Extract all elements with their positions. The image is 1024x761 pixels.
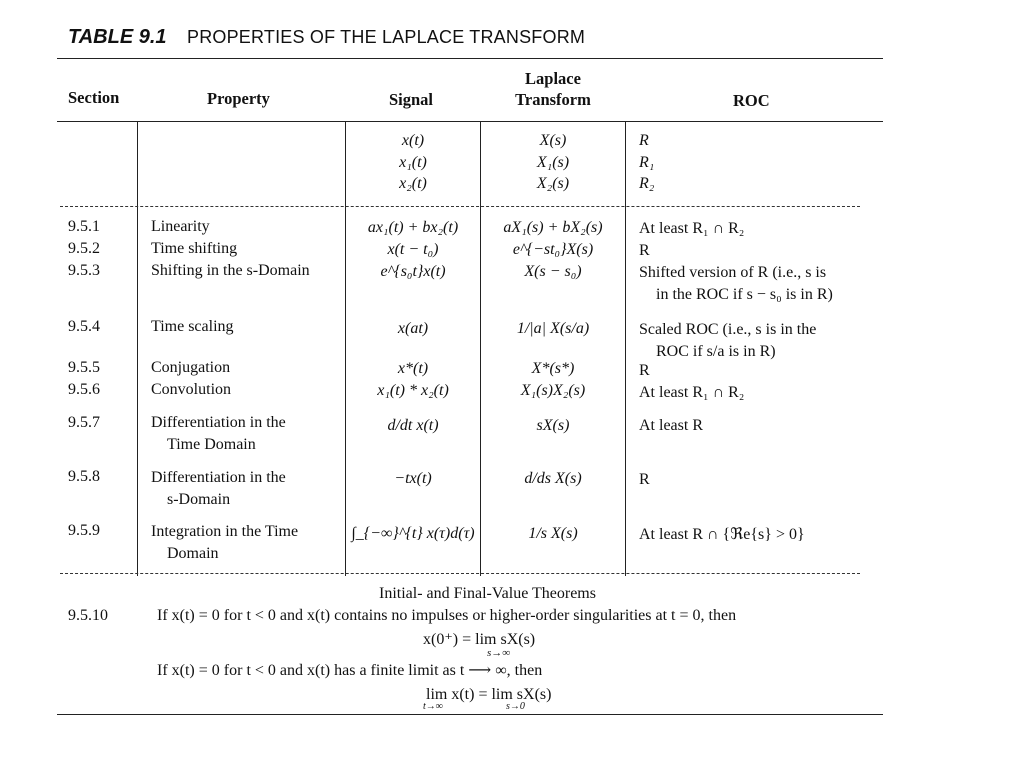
top-rule [57,58,883,59]
roc-text: ROC if s/a is in R) [656,343,776,360]
section-number: 9.5.4 [68,318,100,335]
base-signals [346,130,480,195]
base-transforms [481,130,625,195]
base-roc: R₁ [639,153,655,171]
section-number: 9.5.3 [68,262,100,279]
dashed-separator-bottom [60,573,860,574]
theorem-line: If x(t) = 0 for t < 0 and x(t) has a finite limit as t ⟶ ∞, then [157,662,543,679]
dashed-separator-top [60,206,860,207]
base-transform: X₂(s) [536,175,570,192]
base-signal: x(t) [401,132,425,149]
section-number: 9.5.6 [68,381,100,398]
section-number: 9.5.8 [68,468,100,485]
transform-expr: d/ds X(s) [524,470,582,487]
section-number: 9.5.2 [68,240,100,257]
table-title: PROPERTIES OF THE LAPLACE TRANSFORM [187,27,586,47]
header-roc: ROC [733,91,770,110]
theorem-line: If x(t) = 0 for t < 0 and x(t) contains no impulses or higher-order singularities at t = 0, then [157,607,737,624]
transform-expr: 1/s X(s) [528,525,578,542]
property-name: Convolution [151,381,232,398]
property-name: Differentiation in the [151,414,286,431]
header-section: Section [68,88,120,107]
property-name: s-Domain [167,491,231,508]
theorem-limit: s→∞ [487,647,511,659]
section-number: 9.5.5 [68,359,100,376]
roc-text: At least R₁ ∩ R₂ [639,220,745,237]
col-divider-4 [625,121,626,576]
theorems-heading: Initial- and Final-Value Theorems [379,585,596,602]
transform-expr: X(s − s₀) [524,263,582,280]
signal-expr: x(t − t₀) [387,241,439,258]
transform-expr: X₁(s)X₂(s) [520,382,586,399]
section-number: 9.5.1 [68,218,100,235]
transform-expr: sX(s) [536,417,570,434]
property-name: Time scaling [151,318,234,335]
property-name: Domain [167,545,219,562]
roc-text: in the ROC if s − s₀ is in R) [656,286,833,303]
header-signal: Signal [389,90,434,109]
base-roc: R [639,132,649,149]
signal-expr: x₁(t) * x₂(t) [377,382,449,399]
roc-text: At least R [639,417,703,434]
table-number: TABLE 9.1 [68,26,167,48]
property-name: Linearity [151,218,210,235]
property-name: Time shifting [151,240,238,257]
section-number: 9.5.10 [68,607,108,624]
roc-text: Scaled ROC (i.e., s is in the [639,321,817,338]
transform-expr: X*(s*) [531,360,575,377]
transform-expr: e^{−st₀}X(s) [512,241,594,258]
header-laplace: Laplace [525,69,581,88]
col-divider-1 [137,121,138,576]
signal-expr: e^{s₀t}x(t) [380,263,446,280]
bottom-rule [57,714,883,715]
base-roc: R₂ [639,175,655,192]
signal-expr: x(at) [397,320,429,337]
signal-expr: −tx(t) [394,470,432,487]
property-name: Time Domain [167,436,256,453]
roc-text: At least R₁ ∩ R₂ [639,384,745,401]
header-transform: Transform [515,90,591,109]
base-transform: X₁(s) [536,153,570,171]
roc-text: R [639,471,650,488]
roc-text: R [639,362,650,379]
signal-expr: x*(t) [397,360,429,377]
theorem-equation: lim x(t) = lim sX(s) [426,686,552,703]
roc-text: R [639,242,650,259]
section-number: 9.5.7 [68,414,100,431]
theorem-equation: x(0⁺) = lim sX(s) [423,631,536,648]
property-name: Differentiation in the [151,469,286,486]
transform-expr: aX₁(s) + bX₂(s) [503,219,603,236]
signal-expr: d/dt x(t) [387,417,439,434]
base-signal: x₂(t) [399,175,427,192]
theorem-limit: s→0 [506,701,525,712]
transform-expr: 1/|a| X(s/a) [516,320,590,337]
roc-text: At least R ∩ {ℜe{s} > 0} [639,526,805,543]
signal-expr: ∫_{−∞}^{t} x(τ)d(τ) [351,525,475,542]
header-rule [57,121,883,122]
signal-expr: ax₁(t) + bx₂(t) [367,219,459,236]
roc-text: Shifted version of R (i.e., s is [639,264,827,281]
property-name: Integration in the Time [151,523,299,540]
header-property: Property [207,89,270,108]
base-signal: x₁(t) [399,153,427,171]
property-name: Conjugation [151,359,231,376]
property-name: Shifting in the s-Domain [151,262,310,279]
section-number: 9.5.9 [68,522,100,539]
base-transform: X(s) [539,132,567,149]
base-rocs [639,130,654,195]
theorem-limit: t→∞ [423,701,443,712]
